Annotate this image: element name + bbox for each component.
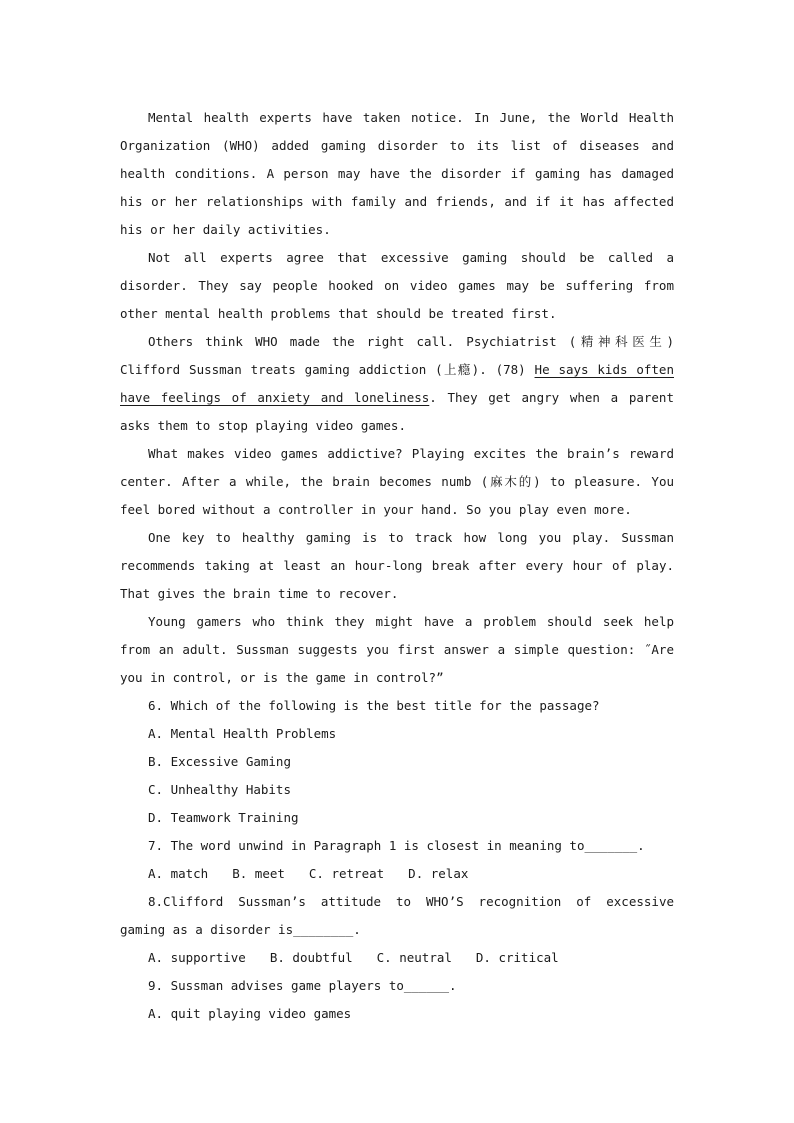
question-8-stem: 8.Clifford Sussman’s attitude to WHO’S recognition of excessive gaming as a disorder is________. — [120, 894, 674, 937]
question-9-option-a: A. quit playing video games — [148, 1006, 352, 1021]
question-6-stem: 6. Which of the following is the best title for the passage? — [148, 698, 600, 713]
question-8 — [120, 888, 674, 972]
passage-paragraph-6: Young gamers who think they might have a problem should seek help from an adult. Sussman suggests you first answer a simple question: ˝Are you in control, or is the game in control?” — [120, 614, 674, 685]
question-7-option-d: D. relax — [408, 866, 469, 881]
question-7 — [120, 832, 674, 888]
paragraph-3-start: Others think WHO made the right call. Psychiatrist (精神科医生) Clifford Sussman treats gaming addiction (上瘾). (78) — [120, 334, 674, 377]
question-9-stem: 9. Sussman advises game players to______. — [148, 978, 457, 993]
passage-paragraph-1: Mental health experts have taken notice. In June, the World Health Organization (WHO) added gaming disorder to its list of diseases and health conditions. A person may have the disorder if gaming has damaged his or her relationships with family and friends, and if it has affected his or her daily activities. — [120, 110, 674, 237]
question-8-option-b: B. doubtful — [269, 950, 353, 965]
question-8-options — [120, 944, 674, 972]
question-7-stem: 7. The word unwind in Paragraph 1 is closest in meaning to_______. — [148, 838, 645, 853]
question-6-option-d: D. Teamwork Training — [148, 810, 299, 825]
question-6 — [120, 692, 674, 832]
passage-paragraph-2: Not all experts agree that excessive gaming should be called a disorder. They say people hooked on video games may be suffering from other mental health problems that should be treated first. — [120, 250, 674, 321]
paragraph-3-end: . They get angry when a parent asks them to stop playing video games. — [120, 390, 674, 433]
question-6-option-b: B. Excessive Gaming — [148, 754, 291, 769]
question-7-option-b: B. meet — [232, 866, 285, 881]
passage-paragraph-3 — [120, 328, 674, 440]
question-8-option-c: C. neutral — [376, 950, 452, 965]
passage-paragraph-5: One key to healthy gaming is to track how long you play. Sussman recommends taking at least an hour-long break after every hour of play. That gives the brain time to recover. — [120, 530, 674, 601]
underlined-sentence-78: He says kids often have feelings of anxiety and loneliness — [120, 362, 674, 405]
question-7-option-c: C. retreat — [308, 866, 385, 881]
question-7-option-a: A. match — [148, 866, 209, 881]
question-6-option-c: C. Unhealthy Habits — [148, 782, 291, 797]
question-8-option-d: D. critical — [475, 950, 559, 965]
question-9 — [120, 972, 674, 1028]
passage-paragraph-4: What makes video games addictive? Playing excites the brain’s reward center. After a while, the brain becomes numb (麻木的) to pleasure. You feel bored without a controller in your hand. So you play even more. — [120, 446, 674, 517]
question-8-option-a: A. supportive — [148, 950, 246, 965]
question-6-option-a: A. Mental Health Problems — [148, 726, 337, 741]
question-7-options — [120, 860, 674, 888]
